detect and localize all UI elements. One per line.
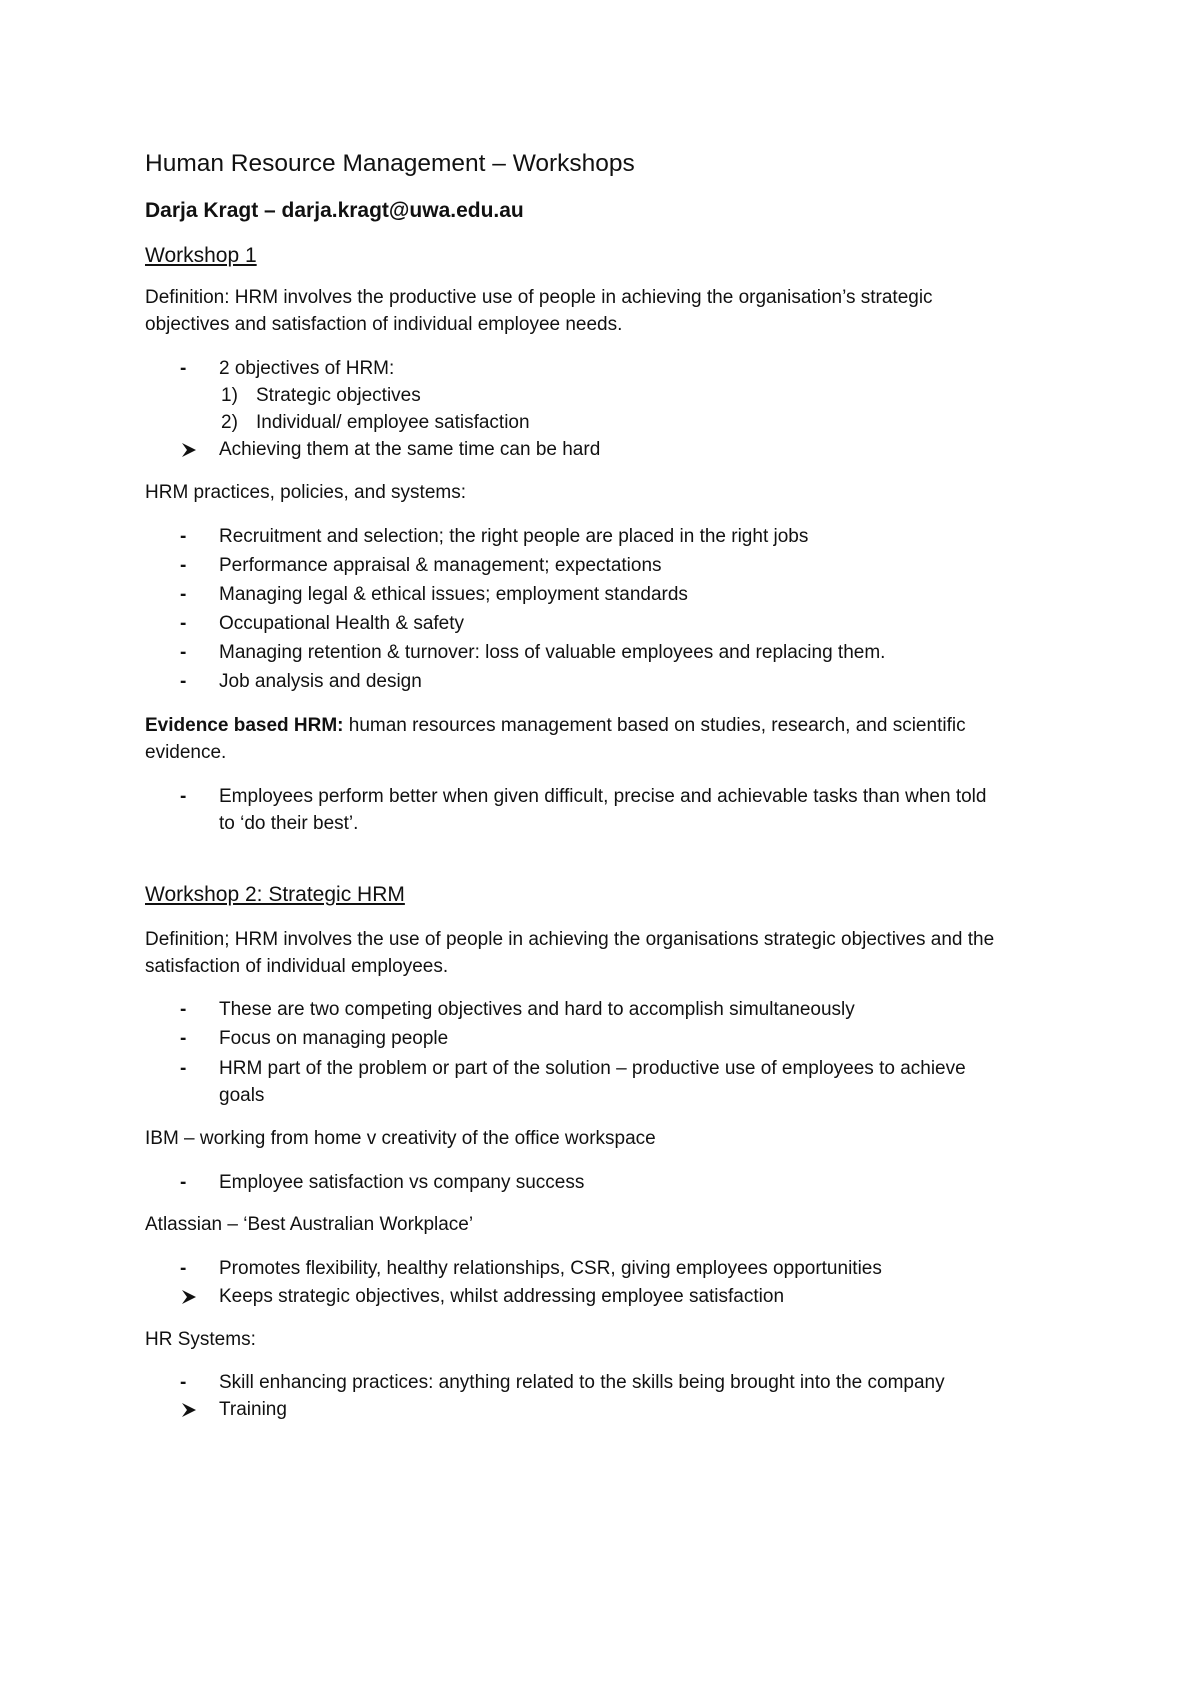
dash-bullet: - — [180, 1028, 187, 1049]
dash-bullet: - — [180, 999, 187, 1020]
w1-objectives-head: 2 objectives of HRM: — [219, 358, 395, 379]
w1-practices-head: HRM practices, policies, and systems: — [145, 482, 466, 503]
w1-practice-item: Managing retention & turnover: loss of valuable employees and replacing them. — [219, 642, 886, 663]
dash-bullet: - — [180, 1372, 187, 1393]
dash-bullet: - — [180, 671, 187, 692]
dash-bullet: - — [180, 1172, 187, 1193]
w2-hr-systems-head: HR Systems: — [145, 1329, 256, 1350]
dash-bullet: - — [180, 1258, 187, 1279]
document-title: Human Resource Management – Workshops — [145, 150, 635, 177]
w1-objectives-note-row — [0, 437, 1200, 463]
w1-evidence-label: Evidence based HRM: — [145, 715, 344, 736]
dash-bullet: - — [180, 786, 187, 807]
dash-bullet: - — [180, 555, 187, 576]
dash-bullet: - — [180, 584, 187, 605]
dash-bullet: - — [180, 358, 187, 379]
workshop-2-heading: Workshop 2: Strategic HRM — [145, 883, 405, 906]
w2-point-continuation: goals — [219, 1085, 265, 1106]
w1-objective-1: Strategic objectives — [256, 385, 421, 406]
w1-objective-1-number: 1) — [221, 385, 238, 406]
dash-bullet: - — [180, 642, 187, 663]
dash-bullet: - — [180, 613, 187, 634]
w2-definition-line-1: Definition; HRM involves the use of people in achieving the organisations strategic objectives and the — [145, 929, 995, 950]
w2-point-item: These are two competing objectives and hard to accomplish simultaneously — [219, 999, 855, 1020]
w1-evidence-point-line-1: Employees perform better when given difficult, precise and achievable tasks than when told — [219, 786, 987, 807]
w2-atlassian-note-row — [0, 1284, 1200, 1310]
dash-bullet: - — [180, 526, 187, 547]
w1-practice-item: Managing legal & ethical issues; employment standards — [219, 584, 688, 605]
w2-point-item: Focus on managing people — [219, 1028, 449, 1049]
w1-evidence-text: human resources management based on studies, research, and scientific — [343, 715, 966, 736]
w2-hr-systems-point: Skill enhancing practices: anything related to the skills being brought into the company — [219, 1372, 945, 1393]
w1-practice-item: Job analysis and design — [219, 671, 422, 692]
w1-definition-text: : HRM involves the productive use of people in achieving the organisation’s strategic — [224, 287, 933, 308]
w1-objective-2-number: 2) — [221, 412, 238, 433]
w2-ibm-head: IBM – working from home v creativity of the office workspace — [145, 1128, 656, 1149]
w2-atlassian-head: Atlassian – ‘Best Australian Workplace’ — [145, 1214, 474, 1235]
w2-ibm-point: Employee satisfaction vs company success — [219, 1172, 585, 1193]
w1-evidence-line-2: evidence. — [145, 742, 227, 763]
w2-hr-systems-note-row — [0, 1397, 1200, 1423]
w1-objective-2: Individual/ employee satisfaction — [256, 412, 530, 433]
w1-practice-item: Recruitment and selection; the right people are placed in the right jobs — [219, 526, 809, 547]
arrow-bullet-icon — [180, 437, 198, 463]
w2-atlassian-note: Keeps strategic objectives, whilst addressing employee satisfaction — [219, 1286, 785, 1307]
author-line: Darja Kragt – darja.kragt@uwa.edu.au — [145, 199, 524, 222]
dash-bullet: - — [180, 1058, 187, 1079]
w1-objectives-note: Achieving them at the same time can be hard — [219, 439, 601, 460]
w1-evidence-point-line-2: to ‘do their best’. — [219, 813, 359, 834]
workshop-1-heading: Workshop 1 — [145, 244, 257, 267]
w2-hr-systems-note: Training — [219, 1399, 287, 1420]
w1-practice-item: Performance appraisal & management; expectations — [219, 555, 662, 576]
w1-practice-item: Occupational Health & safety — [219, 613, 465, 634]
w1-definition-line-1 — [145, 285, 933, 311]
w2-point-item: HRM part of the problem or part of the solution – productive use of employees to achieve — [219, 1058, 966, 1079]
arrow-bullet-icon — [180, 1284, 198, 1310]
w1-evidence-line-1 — [145, 713, 966, 739]
w2-definition-line-2: satisfaction of individual employees. — [145, 956, 449, 977]
w1-definition-line-2: objectives and satisfaction of individual employee needs. — [145, 314, 623, 335]
w1-definition-label: Definition — [145, 287, 225, 308]
w2-atlassian-point: Promotes flexibility, healthy relationships, CSR, giving employees opportunities — [219, 1258, 882, 1279]
arrow-bullet-icon — [180, 1397, 198, 1423]
